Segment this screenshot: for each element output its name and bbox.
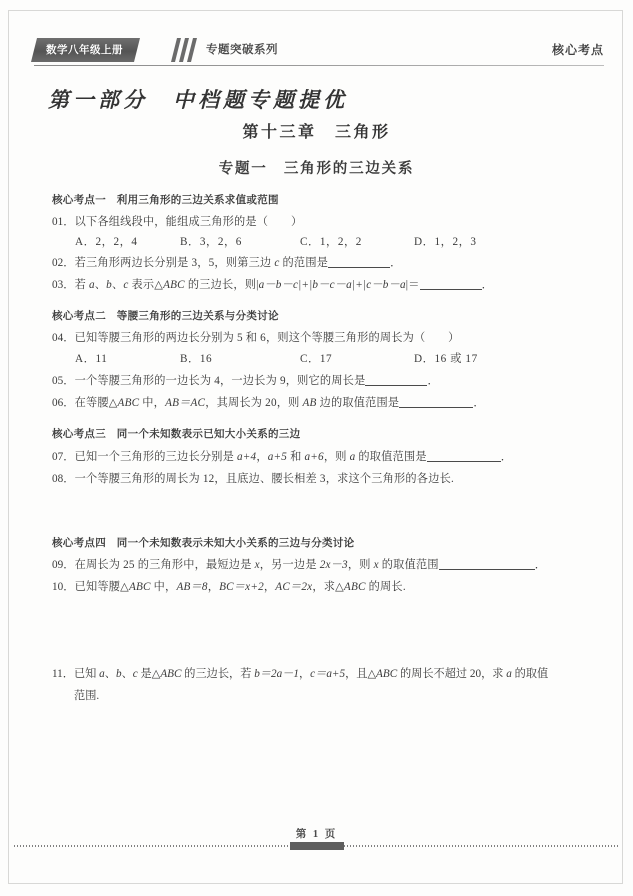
question-07-p3: 和 xyxy=(287,451,305,463)
question-10-v1: ABC xyxy=(128,581,151,593)
question-02-pre: 若三角形两边长分别是 3，5，则第三边 xyxy=(74,257,275,269)
question-03-p6: |＝ xyxy=(405,279,420,291)
question-04: 04．已知等腰三角形的两边长分别为 5 和 6，则这个等腰三角形的周长为（ ） xyxy=(52,332,460,344)
question-07: 07．已知一个三角形的三边长分别是 a+4，a+5 和 a+6，则 a 的取值范围是 ． xyxy=(52,451,513,463)
question-11-p3: 、 xyxy=(121,668,133,680)
question-05-text: 一个等腰三角形的一边长为 4，一边长为 9，则它的周长是 xyxy=(74,375,366,387)
question-11-p9: 的取值 xyxy=(511,668,549,680)
question-11-p8: 的周长不超过 20，求 xyxy=(397,668,507,680)
question-03-v4: ABC xyxy=(163,279,185,291)
option-b[interactable]: B．3，2，6 xyxy=(180,236,243,248)
question-08-text: 一个等腰三角形的周长为 12，且底边、腰长相差 3，求这个三角形的各边长. xyxy=(74,473,454,485)
question-07-number: 07 xyxy=(52,451,64,463)
header-book-tab-label: 数学八年级上册 xyxy=(46,44,123,56)
question-07-v4: a xyxy=(349,451,356,463)
question-08-number: 08 xyxy=(52,473,64,485)
question-11-v6: c＝a+5 xyxy=(310,668,346,680)
question-11-p6: ， xyxy=(298,668,311,680)
option-a[interactable]: A．11 xyxy=(75,353,108,365)
question-06-p1: 在等腰△ xyxy=(74,397,118,409)
question-08: 08．一个等腰三角形的周长为 12，且底边、腰长相差 3，求这个三角形的各边长. xyxy=(52,473,454,485)
question-10-p5: ，求△ xyxy=(312,581,344,593)
question-06-p4: 边的取值范围是 xyxy=(316,397,400,409)
question-03-v3: c xyxy=(123,279,129,291)
question-11-line2: 范围. xyxy=(74,690,100,702)
question-09-v2: 2x－3 xyxy=(319,559,348,571)
header-right-label: 核心考点 xyxy=(551,43,604,57)
chapter-title: 第十三章 三角形 xyxy=(242,124,391,141)
question-04-options xyxy=(52,350,592,367)
option-d[interactable]: D．16 或 17 xyxy=(414,353,478,365)
question-10-p3: ， xyxy=(207,581,220,593)
key-point-two-heading: 核心考点二 等腰三角形的三边关系与分类讨论 xyxy=(52,310,279,322)
question-06-number: 06 xyxy=(52,397,64,409)
question-03-p1: 若 xyxy=(74,279,89,291)
question-06-p3: ，其周长为 20，则 xyxy=(205,397,303,409)
option-d[interactable]: D．1，2，3 xyxy=(414,236,477,248)
option-b[interactable]: B．16 xyxy=(180,353,213,365)
question-03-p5: 的三边长，则| xyxy=(184,279,259,291)
question-10: 10．已知等腰△ABC 中，AB＝8，BC＝x+2，AC＝2x，求△ABC 的周长. xyxy=(52,581,406,593)
question-11-v2: b xyxy=(115,668,122,680)
answer-blank-09[interactable] xyxy=(439,569,535,570)
question-09-v1: x xyxy=(254,559,260,571)
question-11-p2: 、 xyxy=(104,668,116,680)
question-10-p6: 的周长. xyxy=(365,581,406,593)
question-11-v3: c xyxy=(132,668,138,680)
question-06-p2: 中， xyxy=(139,397,166,409)
question-09-v3: x xyxy=(373,559,379,571)
question-11-v4: ABC xyxy=(160,668,182,680)
header-slash-decoration xyxy=(172,38,202,62)
question-10-p1: 已知等腰△ xyxy=(74,581,129,593)
part-title: 第一部分 中档题专题提优 xyxy=(48,88,348,112)
page-header xyxy=(34,38,604,68)
page-footer xyxy=(0,826,633,852)
question-06-v1: ABC xyxy=(117,397,140,409)
question-01-options xyxy=(52,233,592,250)
question-01: 01．以下各组线段中，能组成三角形的是（ ） xyxy=(52,216,303,228)
question-07-p5: 的取值范围是 xyxy=(355,451,427,463)
answer-blank-05[interactable] xyxy=(365,385,427,386)
question-07-v3: a+6 xyxy=(304,451,324,463)
answer-blank-06[interactable] xyxy=(399,407,473,408)
topic-title: 专题一 三角形的三边关系 xyxy=(218,161,415,177)
question-10-v2: AB＝8 xyxy=(176,581,208,593)
question-09: 09．在周长为 25 的三角形中，最短边是 x，另一边是 2x－3，则 x 的取值范围 ． xyxy=(52,559,547,571)
question-03-p2: 、 xyxy=(94,279,107,291)
answer-blank-02[interactable] xyxy=(328,267,390,268)
question-07-p1: 已知一个三角形的三边长分别是 xyxy=(74,451,238,463)
option-c[interactable]: C．17 xyxy=(300,353,333,365)
question-03-v1: a xyxy=(88,279,95,291)
footer-center-bar xyxy=(290,842,344,850)
question-02: 02．若三角形两边长分别是 3，5，则第三边 c 的范围是 ． xyxy=(52,257,402,269)
question-04-number: 04 xyxy=(52,332,64,344)
question-01-text: 以下各组线段中，能组成三角形的是（ ） xyxy=(74,216,303,228)
question-09-number: 09 xyxy=(52,559,64,571)
question-11: 11．已知 a、b、c 是△ABC 的三边长，若 b＝2a－1，c＝a+5，且△ABC 的周长不超过 20，求 a 的取值 xyxy=(52,668,549,680)
key-point-one-heading: 核心考点一 利用三角形的三边关系求值或范围 xyxy=(52,194,279,206)
question-09-p3: ，则 xyxy=(347,559,374,571)
question-01-number: 01 xyxy=(52,216,64,228)
question-11-v5: b＝2a－1 xyxy=(254,668,299,680)
question-06-v2: AB＝AC xyxy=(165,397,206,409)
question-02-post: 的范围是 xyxy=(279,257,329,269)
question-10-v4: AC＝2x xyxy=(275,581,313,593)
option-c[interactable]: C．1，2，2 xyxy=(300,236,363,248)
question-03-p4: 表示△ xyxy=(128,279,164,291)
question-11-v7: ABC xyxy=(376,668,398,680)
question-10-v3: BC＝x+2 xyxy=(219,581,264,593)
question-11-number: 11 xyxy=(52,668,63,680)
question-02-number: 02 xyxy=(52,257,64,269)
question-03-number: 03 xyxy=(52,279,64,291)
question-10-p2: 中， xyxy=(150,581,177,593)
option-a[interactable]: A．2，2，4 xyxy=(75,236,138,248)
question-05-number: 05 xyxy=(52,375,64,387)
question-02-variable: c xyxy=(274,257,280,269)
answer-blank-03[interactable] xyxy=(420,289,482,290)
question-11-v8: a xyxy=(506,668,512,680)
question-05: 05．一个等腰三角形的一边长为 4，一边长为 9，则它的周长是 ． xyxy=(52,375,439,387)
question-11-p4: 是△ xyxy=(137,668,161,680)
question-06-v3: AB xyxy=(302,397,317,409)
question-10-v5: ABC xyxy=(343,581,366,593)
question-09-p1: 在周长为 25 的三角形中，最短边是 xyxy=(74,559,255,571)
question-07-v1: a+4 xyxy=(237,451,257,463)
answer-blank-07[interactable] xyxy=(427,461,501,462)
question-09-p4: 的取值范围 xyxy=(378,559,439,571)
question-03-p3: 、 xyxy=(111,279,124,291)
question-03-expression: a－b－c|+|b－c－a|+|c－b－a xyxy=(258,279,406,291)
question-07-p4: ，则 xyxy=(323,451,350,463)
question-03: 03．若 a、b、c 表示△ABC 的三边长，则|a－b－c|+|b－c－a|+|c－b－a|＝ ． xyxy=(52,279,493,291)
question-11-v1: a xyxy=(99,668,105,680)
question-07-v2: a+5 xyxy=(267,451,288,463)
question-11-p5: 的三边长，若 xyxy=(181,668,255,680)
header-book-tab xyxy=(31,38,140,62)
footer-page-label: 第 1 页 xyxy=(295,829,338,840)
question-11-p1: 已知 xyxy=(73,668,100,680)
header-series-label: 专题突破系列 xyxy=(206,44,278,56)
question-04-text: 已知等腰三角形的两边长分别为 5 和 6，则这个等腰三角形的周长为（ ） xyxy=(74,332,460,344)
question-11-p7: ，且△ xyxy=(345,668,377,680)
question-10-p4: ， xyxy=(263,581,276,593)
header-rule xyxy=(34,65,604,66)
question-09-p2: ，另一边是 xyxy=(259,559,320,571)
question-03-v2: b xyxy=(106,279,112,291)
question-07-p2: ， xyxy=(256,451,268,463)
question-06: 06．在等腰△ABC 中，AB＝AC，其周长为 20，则 AB 边的取值范围是 ． xyxy=(52,397,485,409)
question-10-number: 10 xyxy=(52,581,64,593)
key-point-four-heading: 核心考点四 同一个未知数表示未知大小关系的三边与分类讨论 xyxy=(52,537,355,549)
key-point-three-heading: 核心考点三 同一个未知数表示已知大小关系的三边 xyxy=(52,428,301,440)
